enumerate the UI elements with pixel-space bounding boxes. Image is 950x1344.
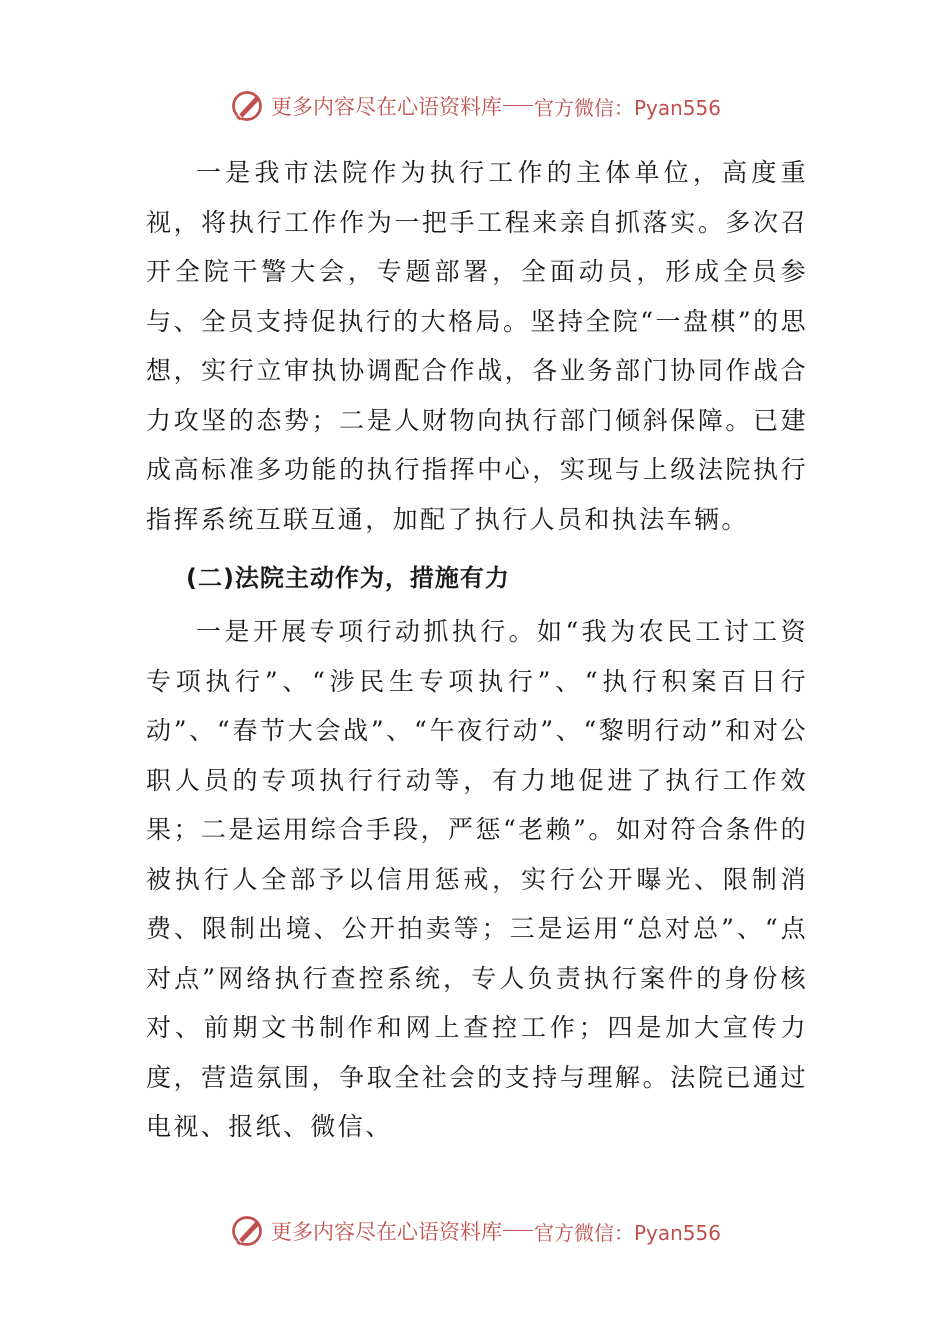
watermark-dash [503,1230,533,1231]
document-body [146,148,808,1152]
footer-watermark [0,1211,950,1251]
paragraph-1: 一是我市法院作为执行工作的主体单位，高度重视，将执行工作作为一把手工程来亲自抓落实。多次召开全院干警大会，专题部署，全面动员，形成全员参与、全员支持促执行的大格局。坚持全院“一盘棋”的思想，实行立审执协调配合作战，各业务部门协同作战合力攻坚的态势；二是人财物向执行部门倾斜保障。已建成高标准多功能的执行指挥中心，实现与上级法院执行指挥系统互联互通，加配了执行人员和执法车辆。 [146,158,808,534]
paragraph-2: 一是开展专项行动抓执行。如“我为农民工讨工资专项执行”、“涉民生专项执行”、“执行积案百日行动”、“春节大会战”、“午夜行动”、“黎明行动”和对公职人员的专项执行行动等，有力地促进了执行工作效果；二是运用综合手段，严惩“老赖”。如对符合条件的被执行人全部予以信用惩戒，实行公开曝光、限制消费、限制出境、公开拍卖等；三是运用“总对总”、“点对点”网络执行查控系统，专人负责执行案件的身份核对、前期文书制作和网上查控工作；四是加大宣传力度，营造氛围，争取全社会的支持与理解。法院已通过电视、报纸、微信、 [146,617,808,1141]
watermark-dash [503,105,533,106]
watermark-wechat: 官方微信：Pyan556 [533,1220,721,1245]
section-heading: (二)法院主动作为，措施有力 [186,564,510,592]
pen-logo-icon [229,88,265,124]
watermark-text: 更多内容尽在心语资料库 [270,1220,502,1244]
header-watermark [0,86,950,126]
watermark-wechat: 官方微信：Pyan556 [533,95,721,120]
pen-logo-icon [229,1213,265,1249]
watermark-text: 更多内容尽在心语资料库 [270,95,502,119]
